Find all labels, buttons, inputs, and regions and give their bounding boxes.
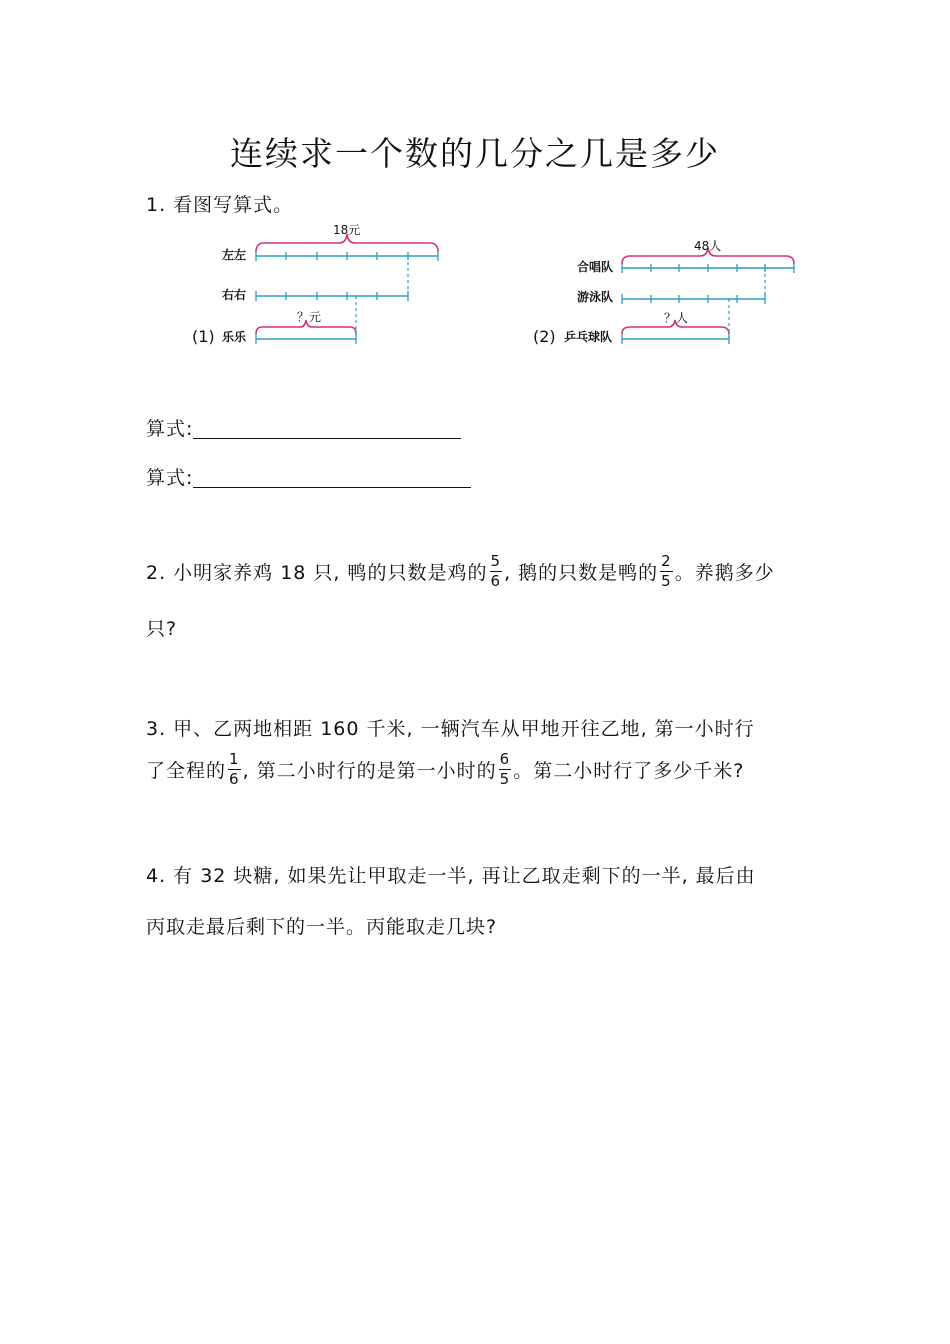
page-title: 连续求一个数的几分之几是多少 <box>230 134 720 173</box>
diagram-1-row-2-label: 右右 <box>222 288 247 302</box>
question-2-text-1: 2. 小明家养鸡 18 只, 鸭的只数是鸡的 <box>146 562 488 584</box>
question-3-line-1: 3. 甲、乙两地相距 160 千米, 一辆汽车从甲地开往乙地, 第一小时行 <box>146 718 755 740</box>
question-3-fraction-1: $\frac{1}{6}$ <box>229 750 240 788</box>
diagram-2-number: (2) <box>533 327 556 346</box>
diagram-2-row-1-label: 合唱队 <box>577 260 614 274</box>
question-2-line-2: 只? <box>146 618 178 640</box>
question-3-fraction-2: $\frac{6}{5}$ <box>499 750 511 788</box>
formula-1-label: 算式: <box>146 418 194 440</box>
formula-1 <box>146 414 461 441</box>
diagram-2 <box>533 239 794 346</box>
diagram-2-total-label: 48人 <box>694 239 722 253</box>
diagram-2-row-3-label: 乒乓球队 <box>564 330 613 344</box>
question-3-text-3: 。第二小时行了多少千米? <box>513 760 745 782</box>
diagram-1-number: (1) <box>192 327 215 346</box>
formula-1-answer-blank[interactable] <box>193 418 461 439</box>
question-1-prompt: 1. 看图写算式。 <box>146 194 294 216</box>
question-2-text-3: 。养鹅多少 <box>674 562 775 584</box>
diagram-1-unknown-label: ？元 <box>297 310 322 324</box>
question-4-line-2: 丙取走最后剩下的一半。丙能取走几块? <box>146 916 498 938</box>
diagram-1 <box>192 223 438 346</box>
formula-2-label: 算式: <box>146 467 194 489</box>
question-3-line-2 <box>146 750 745 789</box>
diagram-1-total-label: 18元 <box>333 223 361 237</box>
question-2-fraction-1: $\frac{5}{6}$ <box>490 552 502 590</box>
diagram-1-row-1-label: 左左 <box>222 248 247 262</box>
question-2-line-1 <box>146 552 775 591</box>
diagram-1-row-3-label: 乐乐 <box>222 330 247 344</box>
formula-2 <box>146 463 471 490</box>
diagram-2-unknown-label: ？人 <box>664 311 689 325</box>
formula-2-answer-blank[interactable] <box>193 467 471 488</box>
diagram-2-row-2-label: 游泳队 <box>577 290 614 304</box>
question-3-text-1: 了全程的 <box>146 760 227 782</box>
question-2-text-2: , 鹅的只数是鸭的 <box>504 562 659 584</box>
question-3-text-2: , 第二小时行的是第一小时的 <box>242 760 497 782</box>
question-4-line-1: 4. 有 32 块糖, 如果先让甲取走一半, 再让乙取走剩下的一半, 最后由 <box>146 865 756 887</box>
question-2-fraction-2: $\frac{2}{5}$ <box>661 552 672 590</box>
